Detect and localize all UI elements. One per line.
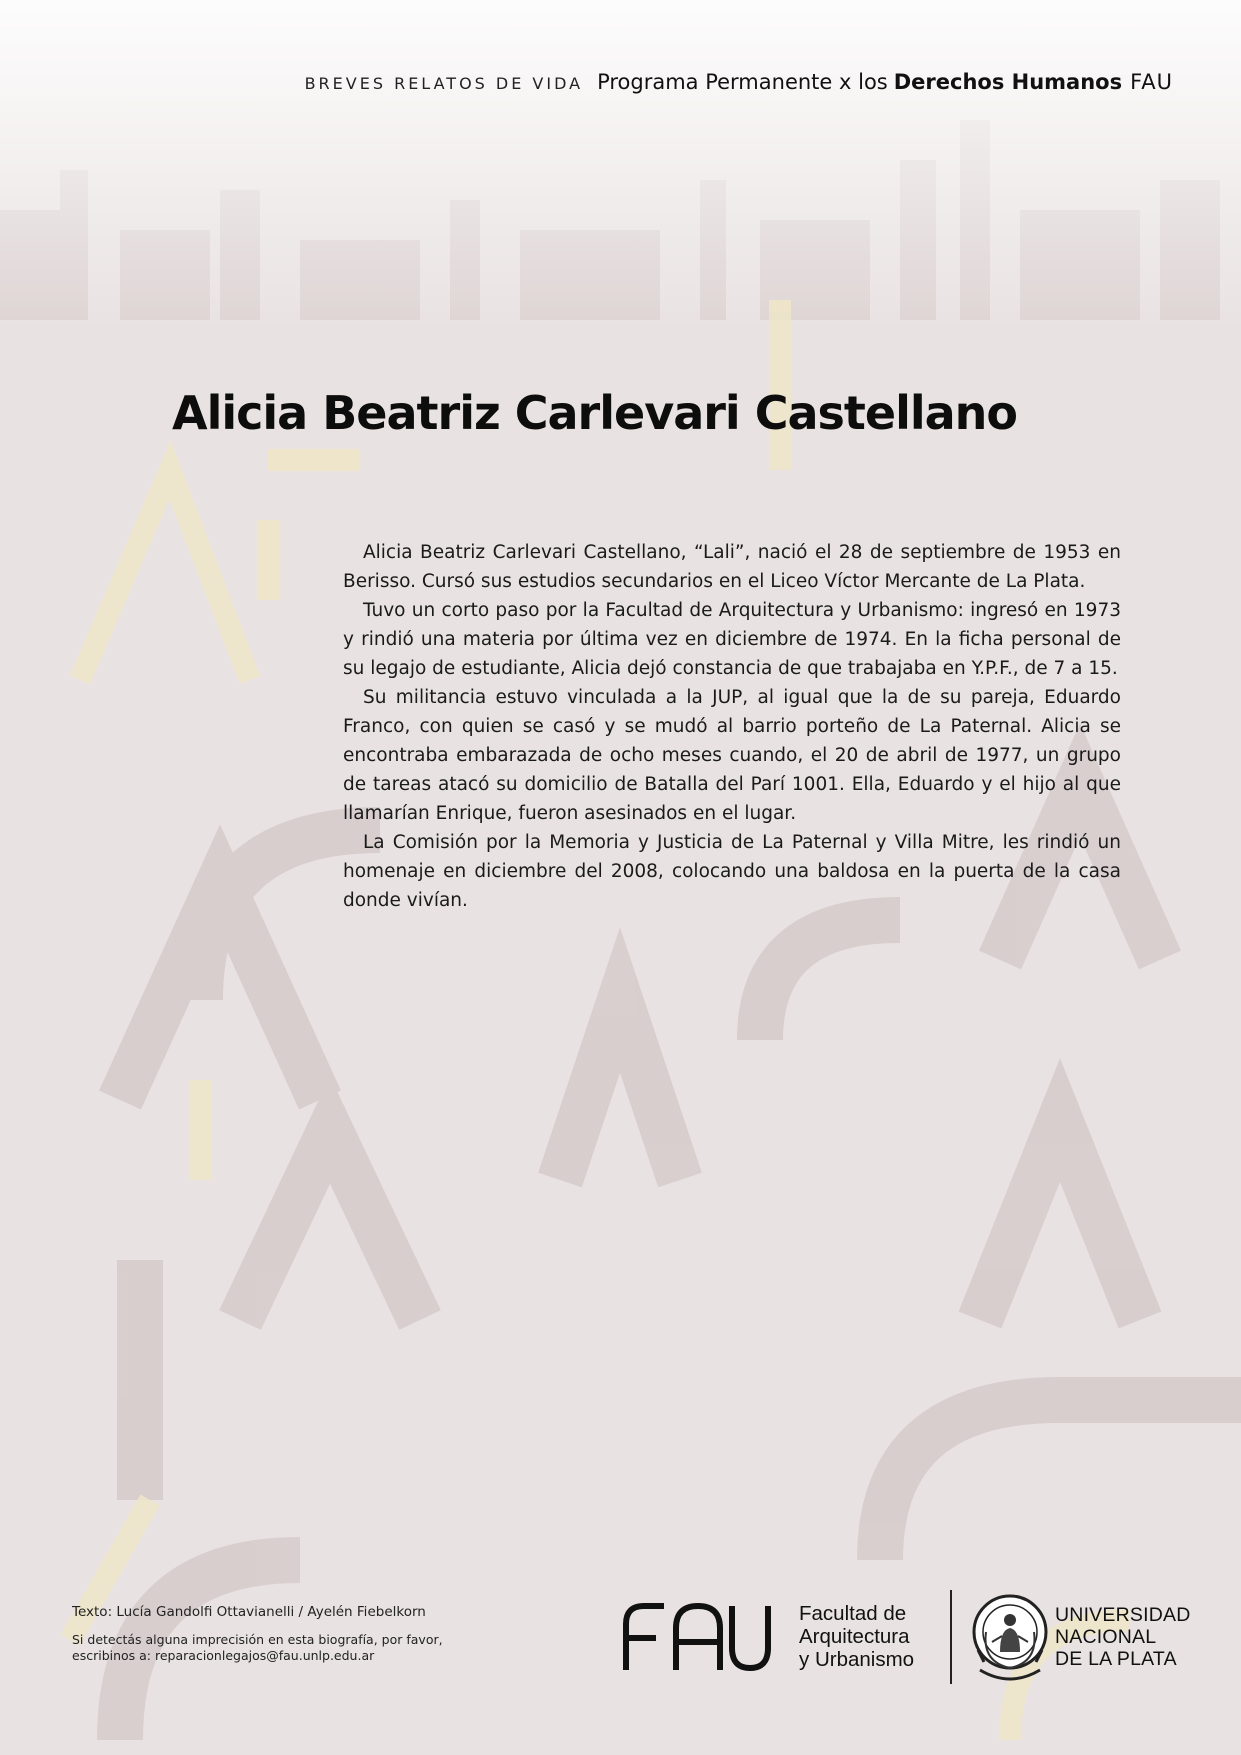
biography-text xyxy=(343,538,1121,915)
correction-note-line-1: Si detectás alguna imprecisión en esta biografía, por favor, xyxy=(72,1632,443,1647)
university-line-2: NACIONAL xyxy=(1055,1626,1157,1648)
faculty-line-2: Arquitectura xyxy=(799,1625,910,1648)
paragraph: La Comisión por la Memoria y Justicia de La Paternal y Villa Mitre, les rindió un homenaje en diciembre del 2008, colocando una baldosa en la puerta de la casa donde vivían. xyxy=(343,832,1121,911)
header-brand: FAU xyxy=(1130,70,1173,94)
faculty-line-3: y Urbanismo xyxy=(799,1648,915,1671)
program-label: Programa Permanente x los xyxy=(597,70,888,94)
correction-note-line-2: escribinos a: reparacionlegajos@fau.unlp.edu.ar xyxy=(72,1648,375,1663)
series-label: BREVES RELATOS DE VIDA xyxy=(304,74,584,93)
program-bold-label: Derechos Humanos xyxy=(893,70,1123,94)
paragraph: Alicia Beatriz Carlevari Castellano, “Lali”, nació el 28 de septiembre de 1953 en Berisso. Cursó sus estudios secundarios en el Liceo Víctor Mercante de La Plata. xyxy=(343,542,1121,592)
university-line-1: UNIVERSIDAD xyxy=(1055,1604,1191,1626)
paragraph: Su militancia estuvo vinculada a la JUP, al igual que la de su pareja, Eduardo Franco, con quien se casó y se mudó al barrio porteño de La Paternal. Alicia se encontraba embarazada de ocho meses cuando, el 20 de abril de 1977, un grupo de tareas atacó su domicilio de Batalla del Parí 1001. Ella, Eduardo y el hijo al que llamarían Enrique, fueron asesinados en el lugar. xyxy=(343,687,1121,824)
page-title: Alicia Beatriz Carlevari Castellano xyxy=(172,386,1017,440)
page-header xyxy=(305,70,1173,100)
paragraph: Tuvo un corto paso por la Facultad de Arquitectura y Urbanismo: ingresó en 1973 y rindió una materia por última vez en diciembre de 1974. En la ficha personal de su legajo de estudiante, Alicia dejó constancia de que trabajaba en Y.P.F., de 7 a 15. xyxy=(343,600,1121,679)
text-author: Texto: Lucía Gandolfi Ottavianelli / Ayelén Fiebelkorn xyxy=(72,1604,426,1620)
faculty-line-1: Facultad de xyxy=(799,1602,907,1625)
credits xyxy=(72,1604,492,1664)
university-line-3: DE LA PLATA xyxy=(1055,1648,1177,1670)
